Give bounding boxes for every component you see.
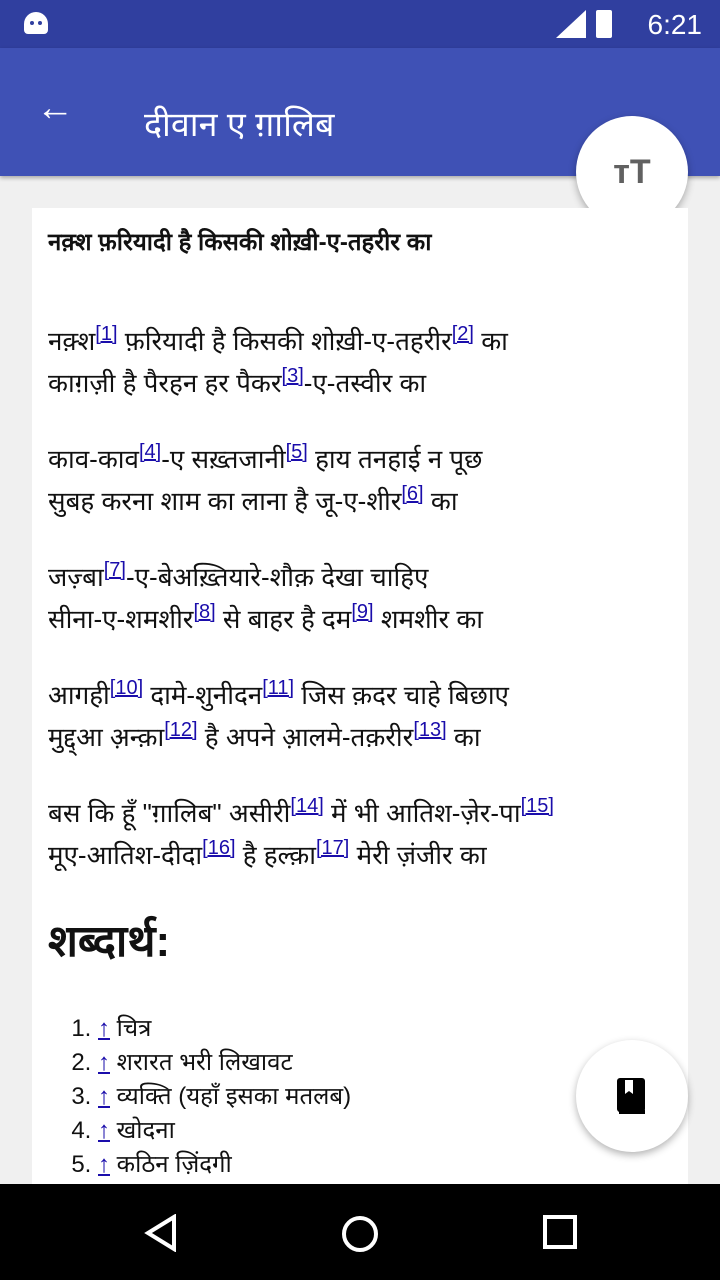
status-bar [0,0,720,48]
battery-icon [596,10,612,38]
stanza [48,438,672,522]
footnote-ref [282,362,304,387]
poem-text: दामे-शुनीदन [143,680,263,710]
footnote-link[interactable]: [4] [138,441,162,464]
text-size-icon: тT [613,152,651,191]
nav-recents-button[interactable] [542,1214,578,1255]
signal-icon [556,10,586,38]
footnote-link[interactable]: [10] [109,677,144,700]
footnote-ref [401,480,423,505]
footnote-ref [110,674,143,699]
poem-line [48,556,672,598]
poem-line [48,716,672,758]
poem-text: में भी आतिश-ज़ेर-पा [323,798,521,828]
back-to-ref-link[interactable]: ↑ [98,1015,110,1042]
back-to-ref-link[interactable]: ↑ [98,1117,110,1144]
poem-text: नक़्श [48,326,96,356]
poem-text: जज़्बा [48,562,104,592]
android-icon [24,12,48,34]
glossary-meaning: शरारत भरी लिखावट [116,1049,293,1076]
poem-text: है अपने आ़लमे-तक़रीर [197,722,414,752]
poem-text: आगही [48,680,110,710]
book-bookmark-icon [615,1076,649,1116]
stanza [48,320,672,404]
poem-text: मुद्द्आ अ़न्क़ा [48,722,165,752]
nav-back-button[interactable] [144,1214,178,1257]
glossary-title: शब्दार्थ: [48,917,171,966]
poem-text: का [446,722,481,752]
footnote-ref [104,556,126,581]
bookmarks-button[interactable] [576,1040,688,1152]
back-to-ref-link[interactable]: ↑ [98,1049,110,1076]
back-arrow-icon[interactable]: ← [36,87,74,129]
footnote-link[interactable]: [13] [413,719,447,742]
footnote-ref [262,674,294,699]
footnote-link[interactable]: [5] [285,441,308,464]
footnote-link[interactable]: [17] [316,837,350,860]
poem-text: मूए-आतिश-दीदा [48,840,203,870]
footnote-link[interactable]: [8] [193,601,216,624]
poem-card [32,208,688,1184]
footnote-ref [521,792,554,817]
footnote-link[interactable]: [16] [202,837,236,860]
poem-text: है हल्क़ा [235,840,316,870]
stanza [48,556,672,640]
glossary-list [48,1012,351,1182]
poem-text: हाय तनहाई न पूछ [307,444,483,474]
clock: 6:21 [647,9,702,40]
glossary-item [98,1012,351,1046]
back-to-ref-link[interactable]: ↑ [98,1151,110,1178]
poem-text: फ़रियादी है किसकी शोख़ी-ए-तहरीर [117,326,452,356]
footnote-ref [139,438,161,463]
nav-home-button[interactable] [340,1214,380,1259]
footnote-ref [286,438,308,463]
glossary-meaning: चित्र [116,1015,152,1042]
poem-line [48,598,672,640]
poem-text: -ए-तस्वीर का [303,368,427,398]
footnote-link[interactable]: [7] [103,559,126,582]
poem-line [48,438,672,480]
footnote-ref [290,792,323,817]
glossary-item [98,1046,351,1080]
glossary-meaning: कठिन ज़िंदगी [116,1151,232,1178]
glossary-meaning: व्यक्ति (यहाँ इसका मतलब) [116,1083,352,1110]
poem-line [48,362,672,404]
footnote-ref [164,716,197,741]
footnote-ref [351,598,373,623]
footnote-link[interactable]: [9] [351,601,374,624]
footnote-link[interactable]: [2] [451,323,474,346]
glossary-meaning: खोदना [116,1117,175,1144]
poem-line [48,834,672,876]
back-to-ref-link[interactable]: ↑ [98,1083,110,1110]
footnote-ref [193,598,215,623]
poem-text: का [473,326,508,356]
footnote-link[interactable]: [1] [95,323,118,346]
poem-text: का [423,486,458,516]
footnote-ref [413,716,446,741]
glossary-item [98,1148,351,1182]
poem-body [48,320,672,876]
glossary-item [98,1114,351,1148]
glossary-item [98,1080,351,1114]
poem-line [48,320,672,362]
poem-heading: नक़्श फ़रियादी है किसकी शोख़ी-ए-तहरीर का [48,229,432,256]
poem-text: जिस क़दर चाहे बिछाए [294,680,509,710]
poem-text: सुबह करना शाम का लाना है जू-ए-शीर [48,486,402,516]
footnote-link[interactable]: [6] [401,483,424,506]
footnote-ref [202,834,235,859]
footnote-link[interactable]: [14] [290,795,324,818]
poem-text: मेरी ज़ंजीर का [349,840,487,870]
footnote-link[interactable]: [11] [262,677,295,700]
page-title: दीवान ए ग़ालिब [144,106,335,144]
poem-line [48,480,672,522]
footnote-ref [95,320,117,345]
stanza [48,792,672,876]
poem-text: -ए-बेअख़्तियारे-शौक़ देखा चाहिए [126,562,429,592]
poem-text: से बाहर है दम [215,604,352,634]
poem-text: काग़ज़ी है पैरहन हर पैकर [48,368,282,398]
footnote-ref [452,320,474,345]
navigation-bar [0,1184,720,1280]
poem-text: बस कि हूँ "ग़ालिब" असीरी [48,798,291,828]
poem-line [48,674,672,716]
footnote-link[interactable]: [12] [164,719,198,742]
poem-text: -ए सख़्तजानी [161,444,286,474]
footnote-link[interactable]: [15] [520,795,554,818]
poem-text: काव-काव [48,444,139,474]
footnote-ref [316,834,349,859]
footnote-link[interactable]: [3] [281,365,304,388]
poem-line [48,792,672,834]
poem-text: शमशीर का [373,604,484,634]
poem-text: सीना-ए-शमशीर [48,604,194,634]
stanza [48,674,672,758]
